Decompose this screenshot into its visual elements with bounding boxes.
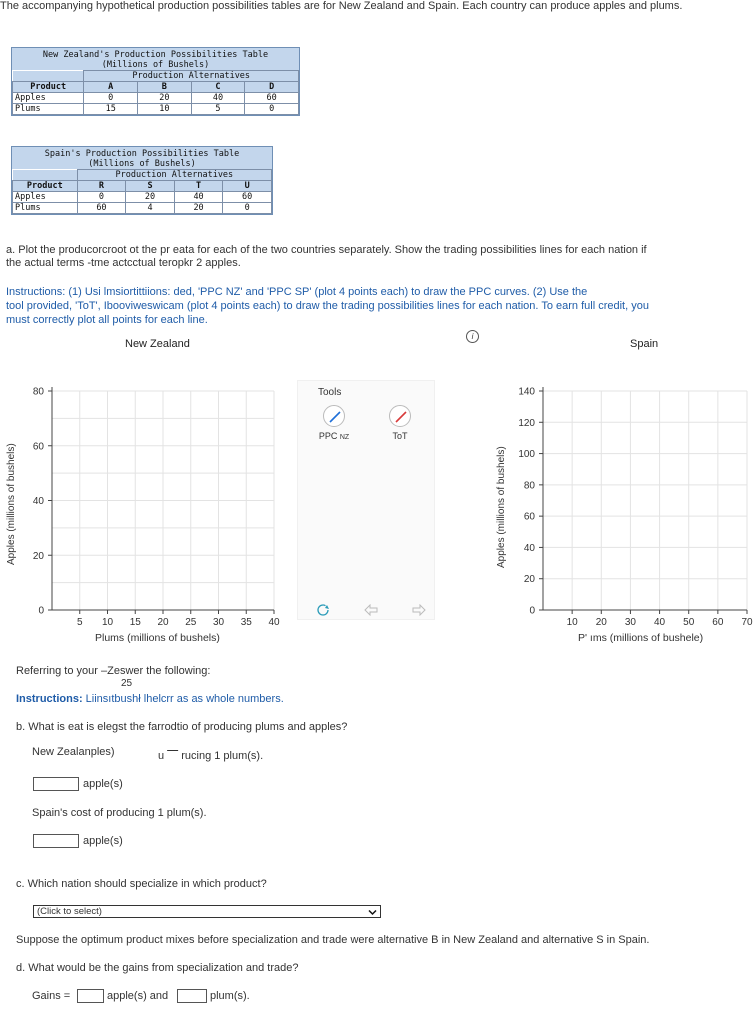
x-tick-label: 5 [76,617,83,628]
y-tick-label: 40 [32,496,44,507]
y-tick-label: 40 [523,542,535,554]
spain-header-s: S [126,181,175,192]
table-cell: 40 [174,192,223,203]
spain-axes [543,387,747,610]
spain-header-u: U [223,181,272,192]
nz-x-axis-label: Plums (millions of bushels) [95,632,220,644]
chevron-down-icon [368,908,377,917]
pencil-line-icon [324,406,346,428]
gains-plums-input[interactable] [177,989,207,1003]
y-tick-label: 100 [518,449,535,461]
table-cell: 0 [223,203,272,214]
x-tick-label: 20 [157,617,169,628]
nz-graph[interactable] [0,378,300,648]
spain-table-subtitle: (Millions of Bushels) [88,159,196,169]
ppc-tool-sub: NZ [339,434,350,441]
tools-panel [297,380,435,620]
refer-text [16,665,210,678]
nz-y-axis-label: Apples (millions of bushels) [6,443,17,565]
table-cell: 15 [84,104,138,115]
spain-cost-input[interactable] [33,834,79,848]
gains-apples-input[interactable] [77,989,104,1003]
part-a-line1: a. Plot the producorcroot ot the pr eata for each of the two countries separately. Show the trading possibilities lines for each nation if [6,244,647,256]
nz-ppt-table [11,47,300,116]
spain-grid [543,391,747,610]
refer-text-a: Referring to your [16,665,101,677]
table-cell: 60 [77,203,126,214]
x-tick-label: 40 [268,617,280,628]
pencil-line-icon [390,406,412,428]
instructions-2-label: Instructions: [16,693,86,705]
table-cell: 20 [174,203,223,214]
x-tick-label: 30 [212,617,225,628]
table-cell: 0 [84,93,138,104]
x-tick-label: 25 [185,617,197,628]
instructions-2-text: Liinsıtbushł lhelcrr as as whole numbers. [85,693,284,705]
part-a-line2: the actual terms -tme actcctual teropkr 2 apples. [6,257,241,269]
table-cell: 4 [126,203,175,214]
tot-tool[interactable] [384,405,416,451]
table-cell: 0 [77,192,126,203]
table-cell: Apples [13,93,84,104]
spain-header-product: Product [13,181,78,192]
x-tick-label: 70 [741,617,753,628]
x-tick-label: 30 [624,617,636,628]
ppc-tool-label: PPC [318,431,338,441]
refer-text-b: –Zeswer the following: [100,665,211,677]
nz-table-subtitle: (Millions of Bushels) [101,60,210,70]
tools-title: Tools [318,387,342,398]
x-tick-label: 10 [101,617,114,628]
y-tick-label: 120 [518,417,535,429]
spain-graph-title: Spain [630,338,659,350]
x-tick-label: 40 [654,617,666,628]
x-tick-label: 50 [683,617,695,628]
redo-icon[interactable] [412,604,426,616]
ppc-nz-tool[interactable] [314,405,354,451]
y-tick-label: 60 [523,511,535,523]
nz-grid [52,391,274,610]
y-tick-label: 20 [523,574,535,586]
y-tick-label: 0 [38,605,44,617]
table-cell: Apples [13,192,78,203]
reset-icon[interactable] [316,603,330,617]
nz-table-title: New Zealand's Production Possibilities Table [42,50,269,60]
specialize-select[interactable] [33,905,381,918]
part-b-nz-label: New Zealanples) [32,746,115,758]
table-cell: 20 [138,93,192,104]
instructions-line1: Instructions: (1) Usi lmsiortittiions: ded, 'PPC NZ' and 'PPC SP' (plot 4 points each) to draw the PPC curves. (2) Use the [6,286,588,298]
nz-cost-input[interactable] [33,777,79,791]
x-tick-label: 10 [566,617,578,628]
spain-y-axis-label: Apples (millions of bushels) [496,446,507,568]
table-row [13,203,272,214]
nz-header-d: D [245,82,299,93]
undo-icon[interactable] [364,604,378,616]
spain-x-axis-label: P' ıms (millions of bushele) [578,632,704,644]
table-cell: 60 [245,93,299,104]
x-tick-label: 15 [129,617,141,628]
spain-alts-label: Production Alternatives [77,170,271,181]
unit-apples-2: apple(s) [83,835,123,847]
unit-apples-and: apple(s) and [107,990,169,1002]
table-cell: 40 [191,93,245,104]
part-b-question: b. What is eat is elegst the farrodtio of producing plums and apples? [16,721,348,733]
info-icon[interactable]: i [466,330,479,343]
y-tick-label: 140 [518,386,535,398]
nz-header-product: Product [13,82,84,93]
unit-plums: plum(s). [210,990,250,1002]
tot-tool-label: ToT [392,431,408,441]
table-cell: 5 [191,104,245,115]
table-cell: 20 [126,192,175,203]
part-b-nz-cost: u ⎺ rucing 1 plum(s). [158,750,264,762]
part-d-question: d. What would be the gains from specialization and trade? [16,962,299,974]
part-c-question: c. Which nation should specialize in which product? [16,878,267,890]
table-row [13,104,299,115]
instructions-2 [16,693,284,706]
table-cell: Plums [13,203,78,214]
intro-text: The accompanying hypothetical production possibilities tables are for New Zealand and Spain. Each country can produce apples and plums. [0,0,683,12]
part-b-spain-label: Spain's cost of producing 1 plum(s). [32,807,207,819]
spain-header-t: T [174,181,223,192]
table-row [13,93,299,104]
x-tick-label: 60 [712,617,724,628]
gains-label: Gains = [32,990,71,1002]
table-cell: 0 [245,104,299,115]
nz-header-b: B [138,82,192,93]
nz-graph-title: New Zealand [125,338,190,350]
y-tick-label: 20 [32,550,44,562]
nz-header-a: A [84,82,138,93]
table-row [13,192,272,203]
x-tick-label: 35 [240,617,252,628]
table-cell: 10 [138,104,192,115]
refer-overlay-25: 25 [121,678,133,689]
nz-y-ticks [33,387,52,617]
spain-graph[interactable] [500,378,753,648]
instructions-line3: must correctly plot all points for each line. [6,314,208,326]
spain-table-title: Spain's Production Possibilities Table [44,149,240,159]
y-tick-label: 0 [529,605,535,617]
suppose-text: Suppose the optimum product mixes before specialization and trade were alternative B in New Zealand and alternative S in Spain. [16,934,650,946]
spain-x-ticks [567,610,753,628]
x-tick-label: 20 [595,617,607,628]
spain-y-ticks [518,387,543,617]
nz-alts-label: Production Alternatives [84,71,299,82]
unit-apples-1: apple(s) [83,778,123,790]
table-cell: Plums [13,104,84,115]
nz-x-ticks [77,610,280,628]
y-tick-label: 60 [32,441,44,453]
spain-ppt-table [11,146,273,215]
table-cell: 60 [223,192,272,203]
instructions-line2: tool provided, 'ToT', Ibooviweswicam (plot 4 points each) to draw the trading possibilities lines for each nation. To earn full credit, you [6,300,649,312]
y-tick-label: 80 [523,480,535,492]
specialize-select-value: (Click to select) [37,906,102,917]
nz-header-c: C [191,82,245,93]
y-tick-label: 80 [32,386,44,398]
spain-header-r: R [77,181,126,192]
